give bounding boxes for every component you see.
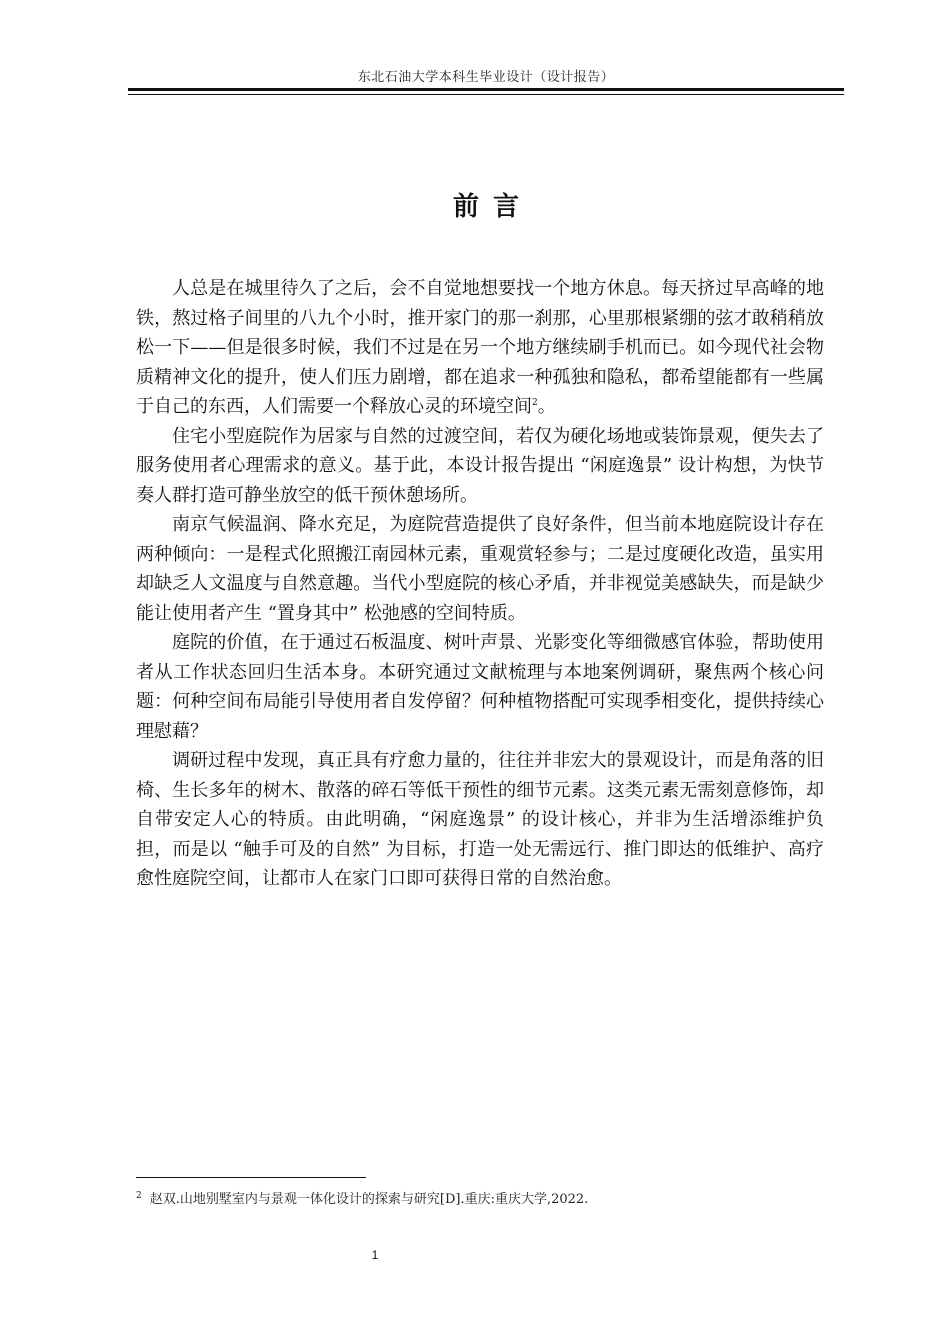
footnote-text: 赵双.山地别墅室内与景观一体化设计的探索与研究[D].重庆:重庆大学,2022. [149,1192,589,1207]
footnote-mark: 2 [136,1190,142,1201]
body-text [136,274,824,894]
paragraph-1 [136,274,824,422]
paragraph-1-end: 。 [537,396,556,417]
page-number: 1 [371,1248,379,1262]
footnote-reference[interactable]: 2 [532,398,538,408]
footnote [136,1188,836,1207]
header-rule-thin [128,94,844,95]
running-header: 东北石油大学本科生毕业设计（设计报告） [357,70,615,85]
paragraph-3: 南京气候温润、降水充足，为庭院营造提供了良好条件，但当前本地庭院设计存在两种倾向：一是程式化照搬江南园林元素，重观赏轻参与；二是过度硬化改造，虽实用却缺乏人文温度与自然意趣。当代小型庭院的核心矛盾，并非视觉美感缺失，而是缺少能让使用者产生 “置身其中” 松弛感的空间特质。 [136,514,824,624]
paragraph-1-text: 人总是在城里待久了之后，会不自觉地想要找一个地方休息。每天挤过早高峰的地铁，熬过格子间里的八九个小时，推开家门的那一刹那，心里那根紧绷的弦才敢稍稍放松一下——但是很多时候，我们不过是在另一个地方继续刷手机而已。如今现代社会物质精神文化的提升，使人们压力剧增，都在追求一种孤独和隐私，都希望能都有一些属于自己的东西，人们需要一个释放心灵的环境空间 [136,278,824,417]
paragraph-2: 住宅小型庭院作为居家与自然的过渡空间，若仅为硬化场地或装饰景观，便失去了服务使用者心理需求的意义。基于此，本设计报告提出 “闲庭逸景” 设计构想，为快节奏人群打造可静坐放空的低干预休憩场所。 [136,425,824,506]
page-title: 前言 [452,192,533,222]
paragraph-5: 调研过程中发现，真正具有疗愈力量的，往往并非宏大的景观设计，而是角落的旧椅、生长多年的树木、散落的碎石等低干预性的细节元素。这类元素无需刻意修饰，却自带安定人心的特质。由此明确，“闲庭逸景” 的设计核心，并非为生活增添维护负担，而是以 “触手可及的自然” 为目标，打造一处无需远行、推门即达的低维护、高疗愈性庭院空间，让都市人在家门口即可获得日常的自然治愈。 [136,750,824,889]
header-rule-thick [128,88,844,91]
footnote-rule [136,1177,366,1178]
paragraph-4: 庭院的价值，在于通过石板温度、树叶声景、光影变化等细微感官体验，帮助使用者从工作状态回归生活本身。本研究通过文献梳理与本地案例调研，聚焦两个核心问题：何种空间布局能引导使用者自发停留？何种植物搭配可实现季相变化，提供持续心理慰藉？ [136,632,824,742]
